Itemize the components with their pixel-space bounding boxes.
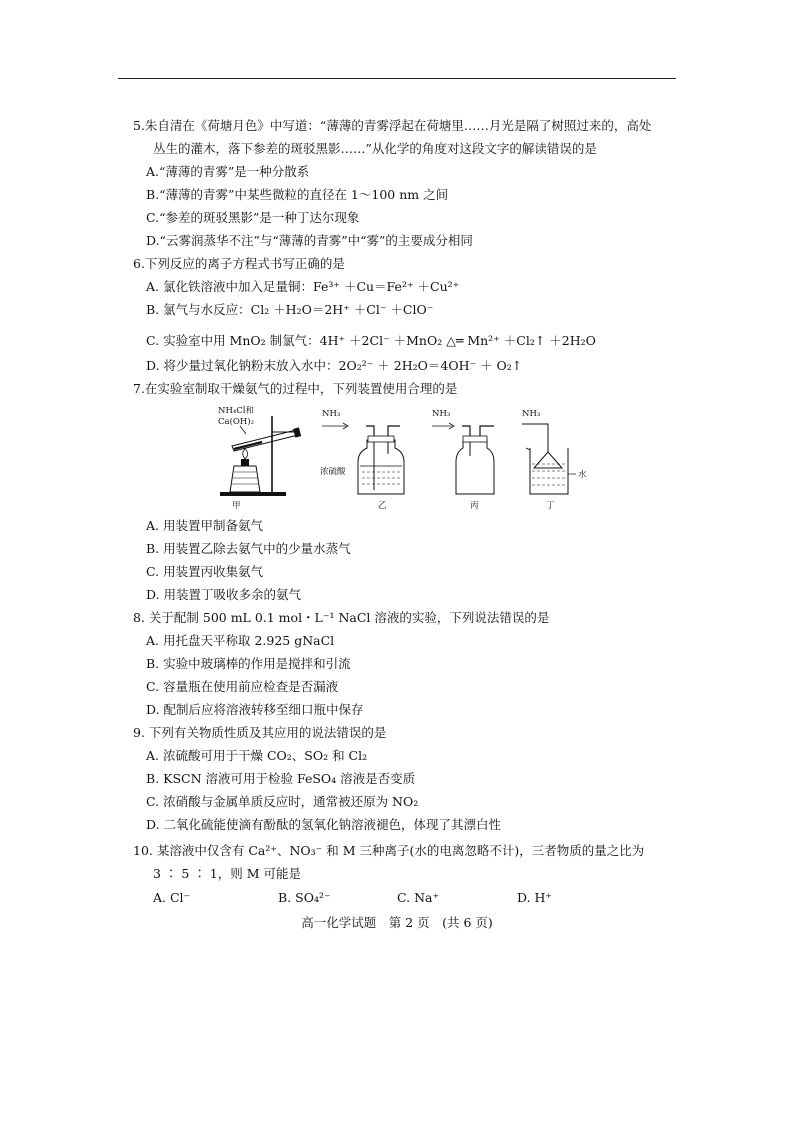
q10-option-c: C. Na⁺ [397, 890, 440, 905]
q5-stem-line1: 5.朱自清在《荷塘月色》中写道：“薄薄的青雾浮起在荷塘里……月光是隔了树照过来的，高处 [133, 118, 652, 133]
q10-option-b: B. SO₄²⁻ [278, 890, 331, 905]
apparatus-jia [218, 405, 301, 511]
q9-option-b: B. KSCN 溶液可用于检验 FeSO₄ 溶液是否变质 [146, 771, 416, 786]
label-ding: 丁 [546, 501, 555, 511]
q6-option-a: A. 氯化铁溶液中加入足量铜：Fe³⁺ ＋Cu＝Fe²⁺ ＋Cu²⁺ [146, 279, 460, 294]
q9-option-a: A. 浓硫酸可用于干燥 CO₂、SO₂ 和 Cl₂ [146, 748, 368, 763]
q5-option-b: B.“薄薄的青雾”中某些微粒的直径在 1～100 nm 之间 [146, 187, 449, 202]
nh3-label-ding: NH₃ [522, 409, 541, 419]
water-label: 水 [578, 470, 587, 480]
q5-option-c: C.“参差的斑驳黑影”是一种丁达尔现象 [146, 210, 360, 225]
reagent-label-2: Ca(OH)₂ [218, 417, 254, 427]
apparatus-ding [522, 409, 587, 511]
q10-option-d: D. H⁺ [517, 890, 553, 905]
nh3-label-bing: NH₃ [432, 409, 451, 419]
reagent-label-1: NH₄Cl和 [218, 406, 254, 416]
q7-option-d: D. 用装置丁吸收多余的氨气 [146, 587, 302, 602]
q5-stem-line2: 丛生的灌木，落下参差的斑驳黑影……”从化学的角度对这段文字的解读错误的是 [153, 141, 597, 156]
q7-stem: 7.在实验室制取干燥氨气的过程中，下列装置使用合理的是 [133, 381, 458, 396]
acid-label: 浓硫酸 [320, 467, 346, 477]
apparatus-bing [432, 409, 494, 511]
q8-option-b: B. 实验中玻璃棒的作用是搅拌和引流 [146, 656, 351, 671]
q8-stem: 8. 关于配制 500 mL 0.1 mol・L⁻¹ NaCl 溶液的实验，下列说法错误的是 [133, 610, 550, 625]
q8-option-d: D. 配制后应将溶液转移至细口瓶中保存 [146, 702, 364, 717]
q6-option-b: B. 氯气与水反应：Cl₂ ＋H₂O＝2H⁺ ＋Cl⁻ ＋ClO⁻ [146, 302, 434, 317]
q5-option-a: A.“薄薄的青雾”是一种分散系 [146, 164, 310, 179]
apparatus-figure [212, 404, 602, 512]
q10-stem-line1: 10. 某溶液中仅含有 Ca²⁺、NO₃⁻ 和 M 三种离子(水的电离忽略不计)，三者物质的量之比为 [133, 843, 645, 858]
q7-option-a: A. 用装置甲制备氨气 [146, 518, 263, 533]
q7-option-b: B. 用装置乙除去氨气中的少量水蒸气 [146, 541, 351, 556]
page-footer: 高一化学试题 第 2 页 (共 6 页) [301, 915, 493, 930]
q7-option-c: C. 用装置丙收集氨气 [146, 564, 264, 579]
q9-option-c: C. 浓硝酸与金属单质反应时，通常被还原为 NO₂ [146, 794, 419, 809]
apparatus-diagram [212, 404, 602, 512]
q5-option-d: D.“云雾润蒸华不注”与“薄薄的青雾”中“雾”的主要成分相同 [146, 233, 473, 248]
label-jia: 甲 [232, 501, 241, 511]
q6-stem: 6.下列反应的离子方程式书写正确的是 [133, 256, 345, 271]
q6-option-c: C. 实验室中用 MnO₂ 制氯气：4H⁺ ＋2Cl⁻ ＋MnO₂ △═ Mn²⁺ ＋Cl₂↑ ＋2H₂O [146, 333, 596, 348]
label-yi: 乙 [378, 501, 387, 511]
label-bing: 丙 [470, 501, 479, 511]
q9-option-d: D. 二氧化硫能使滴有酚酞的氢氧化钠溶液褪色，体现了其漂白性 [146, 817, 502, 832]
apparatus-yi [320, 409, 404, 511]
q10-option-a: A. Cl⁻ [153, 890, 191, 905]
q8-option-c: C. 容量瓶在使用前应检查是否漏液 [146, 679, 339, 694]
header-rule [118, 78, 676, 79]
q8-option-a: A. 用托盘天平称取 2.925 gNaCl [146, 633, 335, 648]
q6-option-d: D. 将少量过氧化钠粉末放入水中：2O₂²⁻ ＋ 2H₂O＝4OH⁻ ＋ O₂↑ [146, 358, 523, 373]
q9-stem: 9. 下列有关物质性质及其应用的说法错误的是 [133, 725, 387, 740]
nh3-label-yi: NH₃ [322, 409, 341, 419]
q10-stem-line2: 3 ∶ 5 ∶ 1，则 M 可能是 [153, 866, 301, 881]
